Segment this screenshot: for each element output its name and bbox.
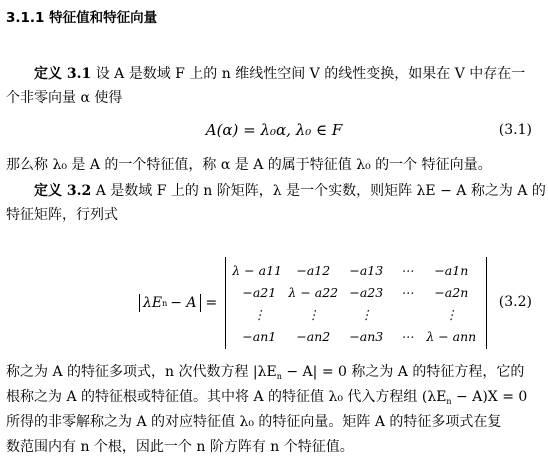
determinant-lhs-lambda-e: λE [143, 295, 163, 311]
matrix-cell: ⋯ [401, 262, 414, 278]
definition-3-1-text-1: 设 A 是数域 F 上的 n 维线性空间 V 的线性变换，如果在 V 中存在一 [95, 66, 526, 82]
matrix-cell: ⋯ [401, 328, 414, 344]
matrix-cell: −a12 [296, 262, 331, 278]
matrix-cell: −a13 [349, 262, 384, 278]
matrix-cell: λ − a22 [288, 284, 339, 300]
matrix-cell: ⋮ [360, 306, 373, 322]
paragraph-line-2-text: 根称之为 A 的特征根或特征值。其中将 A 的特征值 λ₀ 代入方程组 (λE [6, 389, 447, 405]
matrix-cell: −a2n [434, 284, 469, 300]
matrix-cell: −an1 [242, 328, 277, 344]
equation-3-1-number: (3.1) [498, 122, 532, 138]
paragraph-line-2-subscript: n [446, 397, 452, 406]
paragraph-line-1-text: 称之为 A 的特征多项式，n 次代数方程 |λE [6, 364, 277, 380]
definition-3-2-text-1: A 是数域 F 上的 n 阶矩阵，λ 是一个实数，则矩阵 λE − A 称之为 A 的 [95, 183, 546, 199]
paragraph-line-1 [6, 362, 524, 387]
determinant-lhs: λE n − A = [136, 294, 223, 312]
matrix-bar-left [225, 257, 226, 349]
matrix-cell: −an3 [349, 328, 384, 344]
abs-bar-left [139, 294, 140, 312]
definition-3-2-line-1 [34, 181, 546, 201]
matrix-cell: ⋮ [307, 306, 320, 322]
matrix-cell: λ − ann [426, 328, 477, 344]
matrix-cell: ⋮ [253, 306, 266, 322]
paragraph-line-2 [6, 387, 527, 412]
matrix-cell: −a1n [434, 262, 469, 278]
matrix-cell: −a23 [349, 284, 384, 300]
paragraph-line-2-tail: − A)X = 0 [451, 389, 528, 405]
characteristic-matrix [228, 259, 484, 347]
definition-3-2-line-2: 特征矩阵，行列式 [6, 207, 118, 223]
section-heading: 3.1.1 特征值和特征向量 [6, 10, 158, 26]
equation-3-1-explanation: 那么称 λ₀ 是 A 的一个特征值，称 α 是 A 的属于特征值 λ₀ 的一个 特征向量。 [6, 157, 492, 173]
equation-3-2 [136, 258, 489, 348]
abs-bar-right [200, 294, 201, 312]
determinant-lhs-subscript: n [162, 298, 168, 308]
matrix-bar-right [486, 257, 487, 349]
equation-3-2-number: (3.2) [498, 294, 532, 310]
matrix-cell: −a21 [242, 284, 277, 300]
paragraph-line-1-tail: − A| = 0 称之为 A 的特征方程，它的 [281, 364, 525, 380]
matrix-cell: ⋮ [445, 306, 458, 322]
matrix-cell: λ − a11 [232, 262, 282, 278]
definition-3-2-label: 定义 3.2 [34, 183, 92, 199]
matrix-cell: ⋯ [401, 284, 414, 300]
equation-3-1: A(α) = λ₀α, λ₀ ∈ F [205, 121, 343, 139]
definition-3-1-label: 定义 3.1 [34, 66, 92, 82]
paragraph-line-4: 数范围内有 n 个根，因此一个 n 阶方阵有 n 个特征值。 [6, 439, 354, 455]
definition-3-1-line-1 [34, 64, 525, 84]
definition-3-1-line-2: 个非零向量 α 使得 [6, 90, 123, 106]
paragraph-line-1-subscript: n [276, 372, 282, 381]
matrix-cell: −an2 [296, 328, 331, 344]
determinant-lhs-minus-a: − A [170, 295, 197, 311]
paragraph-line-3: 所得的非零解称之为 A 的对应特征值 λ₀ 的特征向量。矩阵 A 的特征多项式在复 [6, 414, 502, 430]
